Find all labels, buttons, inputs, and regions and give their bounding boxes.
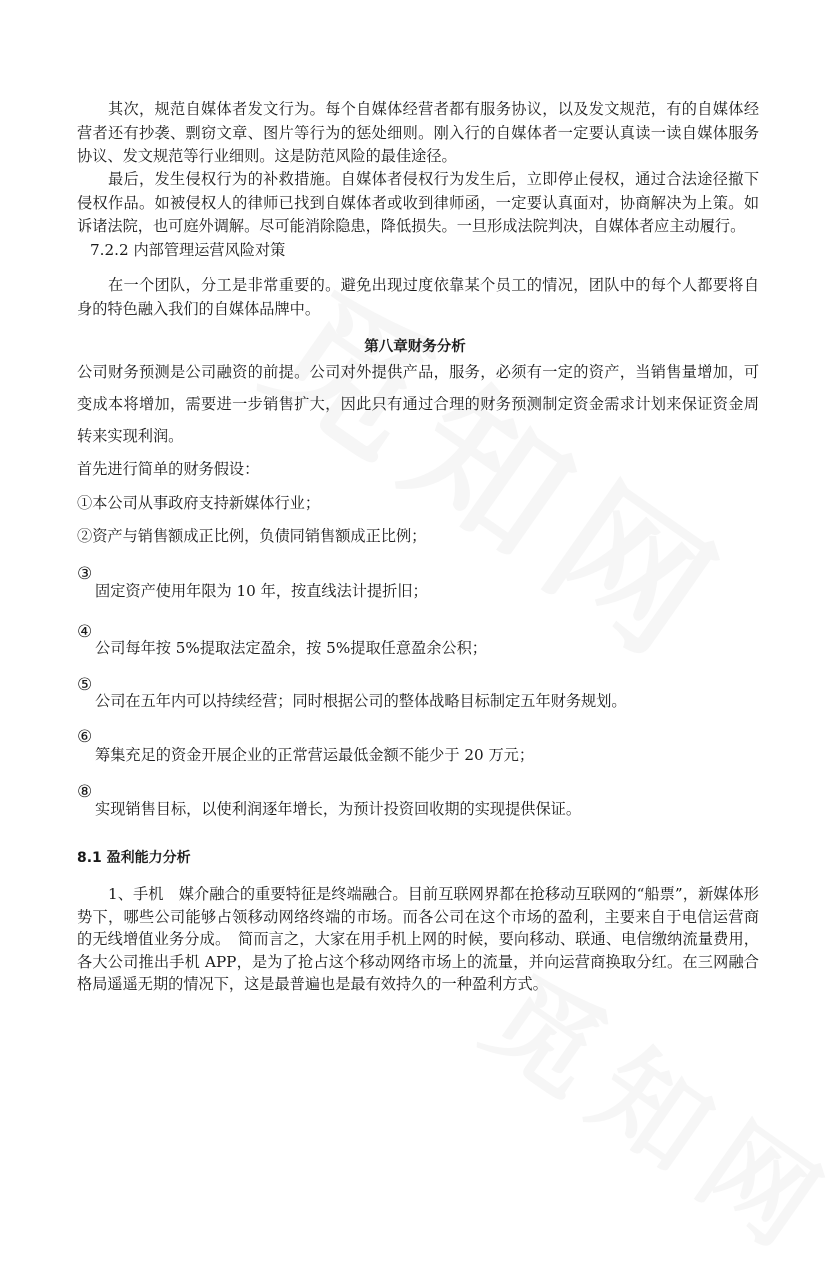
assumption-3-marker: ③: [77, 564, 93, 584]
assumption-2: ②资产与销售额成正比例，负债同销售额成正比例；: [77, 527, 427, 545]
assumption-8-marker: ⑧: [77, 782, 93, 802]
assumptions-title: 首先进行简单的财务假设：: [77, 460, 260, 478]
chapter-title: 第八章财务分析: [364, 339, 466, 355]
assumption-8: 实现销售目标，以使利润逐年增长，为预计投资回收期的实现提供保证。: [95, 800, 581, 818]
assumption-6: 筹集充足的资金开展企业的正常营运最低金额不能少于 20 万元；: [95, 746, 535, 764]
assumption-5: 公司在五年内可以持续经营；同时根据公司的整体战略目标制定五年财务规划。: [95, 692, 627, 710]
paragraph-regulate: 其次，规范自媒体者发文行为。每个自媒体经营者都有服务协议，以及发文规范，有的自媒体经营者还有抄袭、剽窃文章、图片等行为的惩处细则。刚入行的自媒体者一定要认真读一读自媒体服务协议、发文规范等行业细则。这是防范风险的最佳途径。: [77, 100, 759, 165]
paragraph-profitability: 1、手机 媒介融合的重要特征是终端融合。目前互联网界都在抢移动互联网的“船票”，新媒体形势下，哪些公司能够占领移动网络终端的市场。而各公司在这个市场的盈利，主要来自于电信运营商的无线增值业务分成。 简而言之，大家在用手机上网的时候，要向移动、联通、电信缴纳流量费用，各大公司推出手机 APP，是为了抢占这个移动网络市场上的流量，并向运营商换取分红。在三网融合格局遥遥无期的情况下，这是最普遍也是最有效持久的一种盈利方式。: [77, 885, 759, 993]
assumption-1: ①本公司从事政府支持新媒体行业；: [77, 494, 320, 512]
assumption-4-marker: ④: [77, 622, 93, 642]
assumption-3: 固定资产使用年限为 10 年，按直线法计提折旧；: [95, 582, 428, 600]
section-8-1-title: 8.1 盈利能力分析: [77, 850, 191, 866]
paragraph-remedy: 最后，发生侵权行为的补救措施。自媒体者侵权行为发生后，立即停止侵权，通过合法途径撤下侵权作品。如被侵权人的律师已找到自媒体者或收到律师函，一定要认真面对，协商解决为上策。如诉诸法院，也可庭外调解。尽可能消除隐患，降低损失。一旦形成法院判决，自媒体者应主动履行。: [77, 170, 759, 235]
paragraph-finance-intro: 公司财务预测是公司融资的前提。公司对外提供产品，服务，必须有一定的资产，当销售量增加，可变成本将增加，需要进一步销售扩大，因此只有通过合理的财务预测制定资金需求计划来保证资金周转来实现利润。: [77, 363, 759, 445]
assumption-5-marker: ⑤: [77, 675, 93, 695]
subheading-7-2-2: 7.2.2 内部管理运营风险对策: [90, 241, 286, 259]
assumption-6-marker: ⑥: [77, 727, 93, 747]
assumption-4: 公司每年按 5%提取法定盈余，按 5%提取任意盈余公积；: [95, 639, 487, 657]
paragraph-team: 在一个团队，分工是非常重要的。避免出现过度依靠某个员工的情况，团队中的每个人都要将自身的特色融入我们的自媒体品牌中。: [77, 276, 759, 318]
